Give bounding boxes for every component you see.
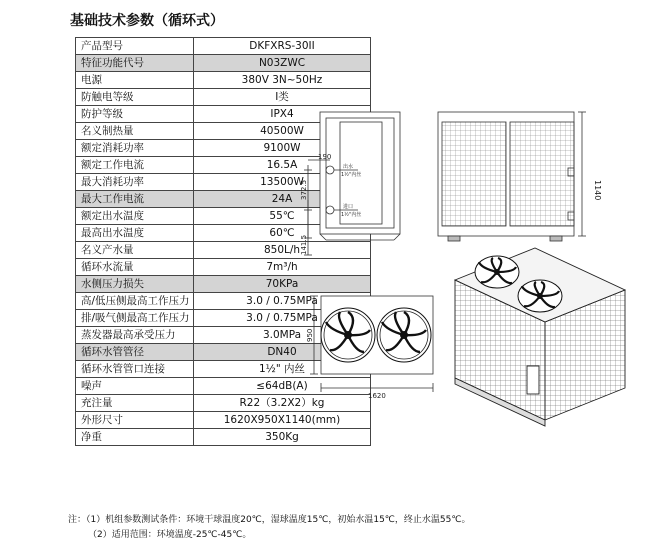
spec-key: 循环水管管口连接 bbox=[76, 361, 194, 378]
spec-value: IPX4 bbox=[194, 106, 371, 123]
spec-value: DN40 bbox=[194, 344, 371, 361]
spec-key: 循环水流量 bbox=[76, 259, 194, 276]
port-in-size: 1½"内丝 bbox=[341, 212, 362, 218]
spec-key: 额定工作电流 bbox=[76, 157, 194, 174]
spec-key: 防触电等级 bbox=[76, 89, 194, 106]
spec-value: 60℃ bbox=[194, 225, 371, 242]
spec-value: DKFXRS-30II bbox=[194, 38, 371, 55]
spec-key: 名义制热量 bbox=[76, 123, 194, 140]
spec-value: ≤64dB(A) bbox=[194, 378, 371, 395]
dim-190: 190 bbox=[318, 153, 332, 161]
note-2: （2）适用范围：环境温度-25℃-45℃。 bbox=[88, 530, 252, 540]
dim-141-5: 141.5 bbox=[300, 234, 308, 255]
spec-key: 最大消耗功率 bbox=[76, 174, 194, 191]
spec-value: 1620X950X1140(mm) bbox=[194, 412, 371, 429]
spec-key: 最高出水温度 bbox=[76, 225, 194, 242]
port-out-size: 1½"内丝 bbox=[341, 172, 362, 178]
spec-key: 外形尺寸 bbox=[76, 412, 194, 429]
spec-key: 蒸发器最高承受压力 bbox=[76, 327, 194, 344]
port-in-label: 进口 bbox=[343, 204, 354, 210]
spec-key: 循环水管管径 bbox=[76, 344, 194, 361]
note-1: 注：（1）机组参数测试条件：环境干球温度20℃，湿球温度15℃，初始水温15℃，终止水温55℃。 bbox=[68, 515, 471, 525]
spec-key: 电源 bbox=[76, 72, 194, 89]
iso-fan-right bbox=[518, 280, 562, 312]
spec-value: 24A bbox=[194, 191, 371, 208]
spec-value: 3.0 / 0.75MPa bbox=[194, 310, 371, 327]
spec-key: 净重 bbox=[76, 429, 194, 446]
spec-key: 水侧压力损失 bbox=[76, 276, 194, 293]
spec-value: 850L/h bbox=[194, 242, 371, 259]
spec-value: 70KPa bbox=[194, 276, 371, 293]
spec-value: 7m³/h bbox=[194, 259, 371, 276]
spec-key: 名义产水量 bbox=[76, 242, 194, 259]
dim-950: 950 bbox=[306, 328, 314, 342]
spec-key: 特征功能代号 bbox=[76, 55, 194, 72]
fan-top-left bbox=[321, 308, 375, 362]
dim-1620: 1620 bbox=[368, 392, 386, 400]
spec-key: 产品型号 bbox=[76, 38, 194, 55]
spec-value: 350Kg bbox=[194, 429, 371, 446]
spec-value: 3.0MPa bbox=[194, 327, 371, 344]
dim-1140: 1140 bbox=[593, 180, 602, 201]
spec-key: 额定出水温度 bbox=[76, 208, 194, 225]
spec-value: 3.0 / 0.75MPa bbox=[194, 293, 371, 310]
spec-key: 额定消耗功率 bbox=[76, 140, 194, 157]
iso-fan-left bbox=[475, 256, 519, 288]
front-view-drawing bbox=[438, 112, 586, 241]
spec-value: 1½" 内丝 bbox=[194, 361, 371, 378]
spec-key: 充注量 bbox=[76, 395, 194, 412]
spec-value: R22（3.2X2）kg bbox=[194, 395, 371, 412]
spec-value: 13500W bbox=[194, 174, 371, 191]
spec-value: 55℃ bbox=[194, 208, 371, 225]
port-out-label: 出水 bbox=[343, 164, 354, 170]
fan-top-right bbox=[377, 308, 431, 362]
spec-value: 380V 3N~50Hz bbox=[194, 72, 371, 89]
page-title: 基础技术参数（循环式） bbox=[70, 13, 224, 29]
spec-key: 最大工作电流 bbox=[76, 191, 194, 208]
spec-key: 高/低压侧最高工作压力 bbox=[76, 293, 194, 310]
spec-key: 排/吸气侧最高工作压力 bbox=[76, 310, 194, 327]
spec-value: I类 bbox=[194, 89, 371, 106]
dim-372-5: 372.5 bbox=[300, 179, 308, 200]
spec-value: 40500W bbox=[194, 123, 371, 140]
spec-key: 防护等级 bbox=[76, 106, 194, 123]
spec-value: 9100W bbox=[194, 140, 371, 157]
spec-key: 噪声 bbox=[76, 378, 194, 395]
side-view-drawing bbox=[304, 112, 400, 255]
spec-value: 16.5A bbox=[194, 157, 371, 174]
spec-value: N03ZWC bbox=[194, 55, 371, 72]
